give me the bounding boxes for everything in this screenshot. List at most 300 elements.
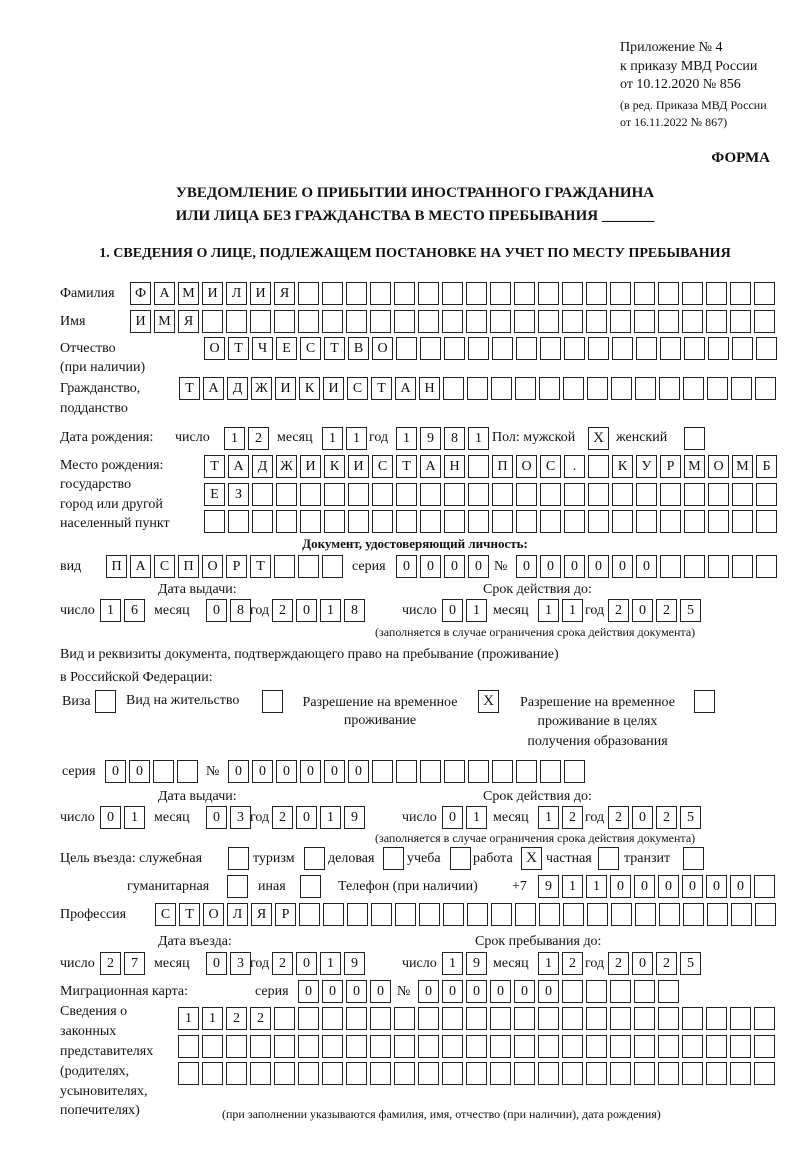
char-cell[interactable] xyxy=(274,1007,295,1030)
char-cell[interactable] xyxy=(202,310,223,333)
char-cell[interactable] xyxy=(395,903,416,926)
char-cell[interactable] xyxy=(659,903,680,926)
char-cell[interactable]: 0 xyxy=(466,980,487,1003)
char-cell[interactable] xyxy=(468,760,489,783)
char-cell[interactable]: 9 xyxy=(420,427,441,450)
char-cell[interactable] xyxy=(658,1062,679,1085)
char-cell[interactable]: 5 xyxy=(680,806,701,829)
char-cell[interactable] xyxy=(370,282,391,305)
char-cell[interactable] xyxy=(371,903,392,926)
char-cell[interactable] xyxy=(466,1007,487,1030)
char-cell[interactable] xyxy=(730,1007,751,1030)
char-cell[interactable]: К xyxy=(299,377,320,400)
char-cell[interactable]: 1 xyxy=(562,875,583,898)
char-cell[interactable] xyxy=(706,310,727,333)
char-cell[interactable]: 8 xyxy=(344,599,365,622)
char-cell[interactable]: С xyxy=(347,377,368,400)
char-cell[interactable] xyxy=(732,510,753,533)
char-cell[interactable]: 6 xyxy=(124,599,145,622)
char-cell[interactable] xyxy=(346,1035,367,1058)
char-cell[interactable]: 0 xyxy=(420,555,441,578)
char-cell[interactable] xyxy=(298,555,319,578)
char-cell[interactable] xyxy=(516,760,537,783)
char-cell[interactable] xyxy=(538,310,559,333)
char-cell[interactable]: 0 xyxy=(100,806,121,829)
char-cell[interactable]: Р xyxy=(226,555,247,578)
char-cell[interactable] xyxy=(322,1007,343,1030)
char-cell[interactable]: И xyxy=(275,377,296,400)
char-cell[interactable] xyxy=(394,1062,415,1085)
char-cell[interactable]: 1 xyxy=(538,806,559,829)
char-cell[interactable] xyxy=(562,1035,583,1058)
char-cell[interactable]: 2 xyxy=(272,952,293,975)
char-cell[interactable] xyxy=(634,1035,655,1058)
char-cell[interactable] xyxy=(586,1007,607,1030)
char-cell[interactable] xyxy=(204,510,225,533)
char-cell[interactable]: Б xyxy=(756,455,777,478)
char-cell[interactable]: Ч xyxy=(252,337,273,360)
char-cell[interactable] xyxy=(322,1062,343,1085)
char-cell[interactable]: В xyxy=(348,337,369,360)
char-cell[interactable]: 0 xyxy=(300,760,321,783)
char-cell[interactable]: 0 xyxy=(632,952,653,975)
char-cell[interactable] xyxy=(708,555,729,578)
char-cell[interactable] xyxy=(562,980,583,1003)
char-cell[interactable]: 0 xyxy=(636,555,657,578)
char-cell[interactable] xyxy=(755,903,776,926)
char-cell[interactable]: Л xyxy=(226,282,247,305)
char-cell[interactable] xyxy=(466,1062,487,1085)
char-cell[interactable] xyxy=(610,310,631,333)
char-cell[interactable] xyxy=(153,760,174,783)
char-cell[interactable] xyxy=(706,282,727,305)
char-cell[interactable]: 1 xyxy=(322,427,343,450)
char-cell[interactable] xyxy=(564,337,585,360)
char-cell[interactable] xyxy=(658,1007,679,1030)
char-cell[interactable]: 2 xyxy=(272,806,293,829)
char-cell[interactable] xyxy=(586,1035,607,1058)
char-cell[interactable]: 2 xyxy=(608,806,629,829)
char-cell[interactable] xyxy=(754,875,775,898)
char-cell[interactable] xyxy=(468,337,489,360)
char-cell[interactable]: 7 xyxy=(124,952,145,975)
char-cell[interactable]: Т xyxy=(371,377,392,400)
char-cell[interactable] xyxy=(636,337,657,360)
char-cell[interactable] xyxy=(538,282,559,305)
char-cell[interactable] xyxy=(754,1007,775,1030)
char-cell[interactable] xyxy=(684,555,705,578)
char-cell[interactable]: И xyxy=(250,282,271,305)
char-cell[interactable] xyxy=(443,377,464,400)
char-cell[interactable] xyxy=(346,1062,367,1085)
char-cell[interactable]: Н xyxy=(419,377,440,400)
char-cell[interactable] xyxy=(250,1062,271,1085)
char-cell[interactable] xyxy=(396,337,417,360)
char-cell[interactable] xyxy=(588,337,609,360)
char-cell[interactable] xyxy=(706,1062,727,1085)
char-cell[interactable]: А xyxy=(154,282,175,305)
char-cell[interactable]: 1 xyxy=(346,427,367,450)
sex-male-checkbox[interactable]: X xyxy=(588,427,609,450)
char-cell[interactable]: 0 xyxy=(658,875,679,898)
char-cell[interactable] xyxy=(612,510,633,533)
char-cell[interactable]: А xyxy=(395,377,416,400)
char-cell[interactable] xyxy=(588,510,609,533)
char-cell[interactable]: 0 xyxy=(324,760,345,783)
char-cell[interactable]: 0 xyxy=(346,980,367,1003)
char-cell[interactable] xyxy=(324,510,345,533)
char-cell[interactable]: 0 xyxy=(129,760,150,783)
char-cell[interactable]: 0 xyxy=(516,555,537,578)
char-cell[interactable]: Я xyxy=(178,310,199,333)
char-cell[interactable]: 0 xyxy=(206,599,227,622)
char-cell[interactable] xyxy=(612,337,633,360)
char-cell[interactable]: Р xyxy=(660,455,681,478)
char-cell[interactable]: М xyxy=(684,455,705,478)
char-cell[interactable] xyxy=(444,760,465,783)
char-cell[interactable] xyxy=(682,282,703,305)
char-cell[interactable] xyxy=(707,377,728,400)
char-cell[interactable] xyxy=(516,483,537,506)
char-cell[interactable] xyxy=(706,1035,727,1058)
char-cell[interactable]: 9 xyxy=(538,875,559,898)
char-cell[interactable] xyxy=(756,510,777,533)
char-cell[interactable] xyxy=(540,510,561,533)
char-cell[interactable]: Р xyxy=(275,903,296,926)
char-cell[interactable] xyxy=(466,282,487,305)
char-cell[interactable] xyxy=(298,1035,319,1058)
char-cell[interactable]: 0 xyxy=(322,980,343,1003)
char-cell[interactable]: 2 xyxy=(272,599,293,622)
char-cell[interactable] xyxy=(634,1062,655,1085)
char-cell[interactable] xyxy=(562,282,583,305)
char-cell[interactable]: К xyxy=(612,455,633,478)
char-cell[interactable] xyxy=(658,980,679,1003)
char-cell[interactable] xyxy=(418,1007,439,1030)
char-cell[interactable] xyxy=(442,1007,463,1030)
char-cell[interactable] xyxy=(732,483,753,506)
char-cell[interactable]: 2 xyxy=(250,1007,271,1030)
char-cell[interactable] xyxy=(370,1062,391,1085)
char-cell[interactable]: 0 xyxy=(442,806,463,829)
char-cell[interactable]: 0 xyxy=(490,980,511,1003)
char-cell[interactable]: С xyxy=(154,555,175,578)
char-cell[interactable] xyxy=(370,310,391,333)
purpose-other-checkbox[interactable] xyxy=(300,875,321,898)
char-cell[interactable]: 2 xyxy=(562,806,583,829)
char-cell[interactable]: И xyxy=(323,377,344,400)
char-cell[interactable] xyxy=(610,1062,631,1085)
char-cell[interactable]: Т xyxy=(228,337,249,360)
char-cell[interactable] xyxy=(276,510,297,533)
char-cell[interactable]: 0 xyxy=(296,952,317,975)
visa-checkbox[interactable] xyxy=(95,690,116,713)
char-cell[interactable] xyxy=(636,510,657,533)
char-cell[interactable]: 1 xyxy=(100,599,121,622)
char-cell[interactable] xyxy=(684,510,705,533)
char-cell[interactable] xyxy=(515,377,536,400)
char-cell[interactable]: Д xyxy=(252,455,273,478)
char-cell[interactable] xyxy=(444,337,465,360)
purpose-study-checkbox[interactable] xyxy=(450,847,471,870)
char-cell[interactable] xyxy=(587,377,608,400)
char-cell[interactable] xyxy=(490,1062,511,1085)
char-cell[interactable]: С xyxy=(300,337,321,360)
char-cell[interactable] xyxy=(346,1007,367,1030)
purpose-transit-checkbox[interactable] xyxy=(683,847,704,870)
char-cell[interactable]: М xyxy=(154,310,175,333)
char-cell[interactable] xyxy=(347,903,368,926)
char-cell[interactable] xyxy=(684,483,705,506)
char-cell[interactable] xyxy=(539,377,560,400)
char-cell[interactable]: Е xyxy=(204,483,225,506)
char-cell[interactable] xyxy=(226,1062,247,1085)
char-cell[interactable]: З xyxy=(228,483,249,506)
char-cell[interactable]: М xyxy=(732,455,753,478)
char-cell[interactable] xyxy=(660,483,681,506)
char-cell[interactable] xyxy=(202,1035,223,1058)
char-cell[interactable] xyxy=(177,760,198,783)
char-cell[interactable] xyxy=(226,310,247,333)
char-cell[interactable] xyxy=(635,377,656,400)
char-cell[interactable] xyxy=(754,282,775,305)
char-cell[interactable]: 0 xyxy=(442,980,463,1003)
char-cell[interactable] xyxy=(420,337,441,360)
char-cell[interactable]: 1 xyxy=(396,427,417,450)
char-cell[interactable] xyxy=(394,1007,415,1030)
char-cell[interactable] xyxy=(492,510,513,533)
char-cell[interactable] xyxy=(683,903,704,926)
char-cell[interactable] xyxy=(299,903,320,926)
char-cell[interactable] xyxy=(250,1035,271,1058)
char-cell[interactable]: 1 xyxy=(320,952,341,975)
char-cell[interactable] xyxy=(274,1035,295,1058)
char-cell[interactable] xyxy=(514,1062,535,1085)
char-cell[interactable]: И xyxy=(348,455,369,478)
char-cell[interactable]: П xyxy=(492,455,513,478)
char-cell[interactable] xyxy=(610,1035,631,1058)
purpose-business-checkbox[interactable] xyxy=(383,847,404,870)
residence-permit-checkbox[interactable] xyxy=(262,690,283,713)
char-cell[interactable] xyxy=(274,1062,295,1085)
char-cell[interactable] xyxy=(514,310,535,333)
char-cell[interactable]: 0 xyxy=(564,555,585,578)
char-cell[interactable] xyxy=(418,1062,439,1085)
char-cell[interactable] xyxy=(588,455,609,478)
char-cell[interactable] xyxy=(754,1062,775,1085)
char-cell[interactable] xyxy=(418,1035,439,1058)
char-cell[interactable] xyxy=(683,377,704,400)
char-cell[interactable] xyxy=(420,760,441,783)
char-cell[interactable] xyxy=(300,510,321,533)
char-cell[interactable]: 9 xyxy=(466,952,487,975)
char-cell[interactable]: Т xyxy=(179,377,200,400)
char-cell[interactable]: 2 xyxy=(100,952,121,975)
char-cell[interactable]: Т xyxy=(324,337,345,360)
char-cell[interactable]: 3 xyxy=(230,952,251,975)
char-cell[interactable] xyxy=(346,310,367,333)
char-cell[interactable]: М xyxy=(178,282,199,305)
char-cell[interactable] xyxy=(708,337,729,360)
char-cell[interactable] xyxy=(611,377,632,400)
char-cell[interactable] xyxy=(442,282,463,305)
char-cell[interactable] xyxy=(468,455,489,478)
char-cell[interactable] xyxy=(706,1007,727,1030)
purpose-humanitarian-checkbox[interactable] xyxy=(227,875,248,898)
char-cell[interactable] xyxy=(707,903,728,926)
char-cell[interactable]: К xyxy=(324,455,345,478)
char-cell[interactable]: Д xyxy=(227,377,248,400)
char-cell[interactable] xyxy=(514,282,535,305)
char-cell[interactable] xyxy=(252,510,273,533)
char-cell[interactable]: 2 xyxy=(226,1007,247,1030)
char-cell[interactable]: 0 xyxy=(538,980,559,1003)
char-cell[interactable] xyxy=(394,282,415,305)
char-cell[interactable] xyxy=(396,760,417,783)
char-cell[interactable]: 0 xyxy=(228,760,249,783)
char-cell[interactable]: . xyxy=(564,455,585,478)
char-cell[interactable]: 0 xyxy=(610,875,631,898)
char-cell[interactable] xyxy=(276,483,297,506)
char-cell[interactable]: 3 xyxy=(230,806,251,829)
char-cell[interactable]: 2 xyxy=(656,806,677,829)
char-cell[interactable]: О xyxy=(202,555,223,578)
char-cell[interactable]: 0 xyxy=(730,875,751,898)
char-cell[interactable] xyxy=(300,483,321,506)
char-cell[interactable] xyxy=(322,282,343,305)
char-cell[interactable] xyxy=(442,1035,463,1058)
char-cell[interactable] xyxy=(682,1062,703,1085)
char-cell[interactable]: 8 xyxy=(230,599,251,622)
char-cell[interactable] xyxy=(636,483,657,506)
char-cell[interactable]: 0 xyxy=(370,980,391,1003)
char-cell[interactable] xyxy=(562,1007,583,1030)
char-cell[interactable]: Я xyxy=(274,282,295,305)
char-cell[interactable]: 2 xyxy=(248,427,269,450)
char-cell[interactable] xyxy=(731,903,752,926)
char-cell[interactable]: 0 xyxy=(348,760,369,783)
char-cell[interactable] xyxy=(491,377,512,400)
char-cell[interactable] xyxy=(611,903,632,926)
char-cell[interactable] xyxy=(587,903,608,926)
char-cell[interactable] xyxy=(730,310,751,333)
char-cell[interactable]: 2 xyxy=(656,599,677,622)
char-cell[interactable] xyxy=(538,1035,559,1058)
char-cell[interactable] xyxy=(588,483,609,506)
char-cell[interactable] xyxy=(730,1062,751,1085)
char-cell[interactable] xyxy=(298,1062,319,1085)
char-cell[interactable]: Ж xyxy=(276,455,297,478)
char-cell[interactable] xyxy=(372,760,393,783)
trp-checkbox[interactable]: X xyxy=(478,690,499,713)
char-cell[interactable] xyxy=(516,510,537,533)
char-cell[interactable]: 0 xyxy=(418,980,439,1003)
char-cell[interactable]: 2 xyxy=(608,952,629,975)
char-cell[interactable]: У xyxy=(636,455,657,478)
char-cell[interactable] xyxy=(612,483,633,506)
char-cell[interactable] xyxy=(468,483,489,506)
char-cell[interactable]: 0 xyxy=(706,875,727,898)
char-cell[interactable] xyxy=(372,483,393,506)
char-cell[interactable] xyxy=(490,282,511,305)
char-cell[interactable] xyxy=(418,282,439,305)
char-cell[interactable]: 1 xyxy=(124,806,145,829)
char-cell[interactable] xyxy=(660,337,681,360)
char-cell[interactable] xyxy=(442,1062,463,1085)
char-cell[interactable]: А xyxy=(420,455,441,478)
char-cell[interactable]: 0 xyxy=(298,980,319,1003)
char-cell[interactable] xyxy=(658,282,679,305)
purpose-private-checkbox[interactable] xyxy=(598,847,619,870)
char-cell[interactable] xyxy=(564,483,585,506)
char-cell[interactable] xyxy=(660,555,681,578)
purpose-tourism-checkbox[interactable] xyxy=(304,847,325,870)
char-cell[interactable] xyxy=(756,555,777,578)
char-cell[interactable]: А xyxy=(130,555,151,578)
char-cell[interactable] xyxy=(490,1035,511,1058)
char-cell[interactable]: Т xyxy=(204,455,225,478)
char-cell[interactable] xyxy=(516,337,537,360)
char-cell[interactable] xyxy=(346,282,367,305)
char-cell[interactable]: Л xyxy=(227,903,248,926)
char-cell[interactable] xyxy=(562,1062,583,1085)
char-cell[interactable] xyxy=(202,1062,223,1085)
char-cell[interactable]: 0 xyxy=(442,599,463,622)
char-cell[interactable]: 9 xyxy=(344,806,365,829)
char-cell[interactable] xyxy=(444,510,465,533)
char-cell[interactable]: И xyxy=(202,282,223,305)
char-cell[interactable]: О xyxy=(204,337,225,360)
char-cell[interactable] xyxy=(684,337,705,360)
char-cell[interactable] xyxy=(419,903,440,926)
char-cell[interactable]: 1 xyxy=(442,952,463,975)
char-cell[interactable]: 1 xyxy=(320,599,341,622)
char-cell[interactable]: Я xyxy=(251,903,272,926)
char-cell[interactable] xyxy=(634,310,655,333)
char-cell[interactable]: 5 xyxy=(680,952,701,975)
char-cell[interactable] xyxy=(538,1007,559,1030)
char-cell[interactable]: 2 xyxy=(562,952,583,975)
char-cell[interactable] xyxy=(610,1007,631,1030)
char-cell[interactable] xyxy=(539,903,560,926)
char-cell[interactable] xyxy=(467,377,488,400)
char-cell[interactable]: 0 xyxy=(396,555,417,578)
char-cell[interactable]: 0 xyxy=(632,806,653,829)
char-cell[interactable]: 0 xyxy=(468,555,489,578)
char-cell[interactable]: Н xyxy=(444,455,465,478)
char-cell[interactable] xyxy=(658,310,679,333)
char-cell[interactable] xyxy=(514,1035,535,1058)
char-cell[interactable] xyxy=(682,1007,703,1030)
char-cell[interactable]: 8 xyxy=(444,427,465,450)
char-cell[interactable] xyxy=(514,1007,535,1030)
char-cell[interactable] xyxy=(420,483,441,506)
char-cell[interactable] xyxy=(563,377,584,400)
char-cell[interactable]: С xyxy=(372,455,393,478)
char-cell[interactable] xyxy=(754,1035,775,1058)
char-cell[interactable]: П xyxy=(106,555,127,578)
char-cell[interactable] xyxy=(444,483,465,506)
char-cell[interactable] xyxy=(178,1062,199,1085)
char-cell[interactable] xyxy=(586,1062,607,1085)
char-cell[interactable] xyxy=(372,510,393,533)
char-cell[interactable] xyxy=(730,1035,751,1058)
char-cell[interactable] xyxy=(659,377,680,400)
char-cell[interactable] xyxy=(324,483,345,506)
char-cell[interactable] xyxy=(466,310,487,333)
char-cell[interactable] xyxy=(610,980,631,1003)
char-cell[interactable]: 1 xyxy=(562,599,583,622)
